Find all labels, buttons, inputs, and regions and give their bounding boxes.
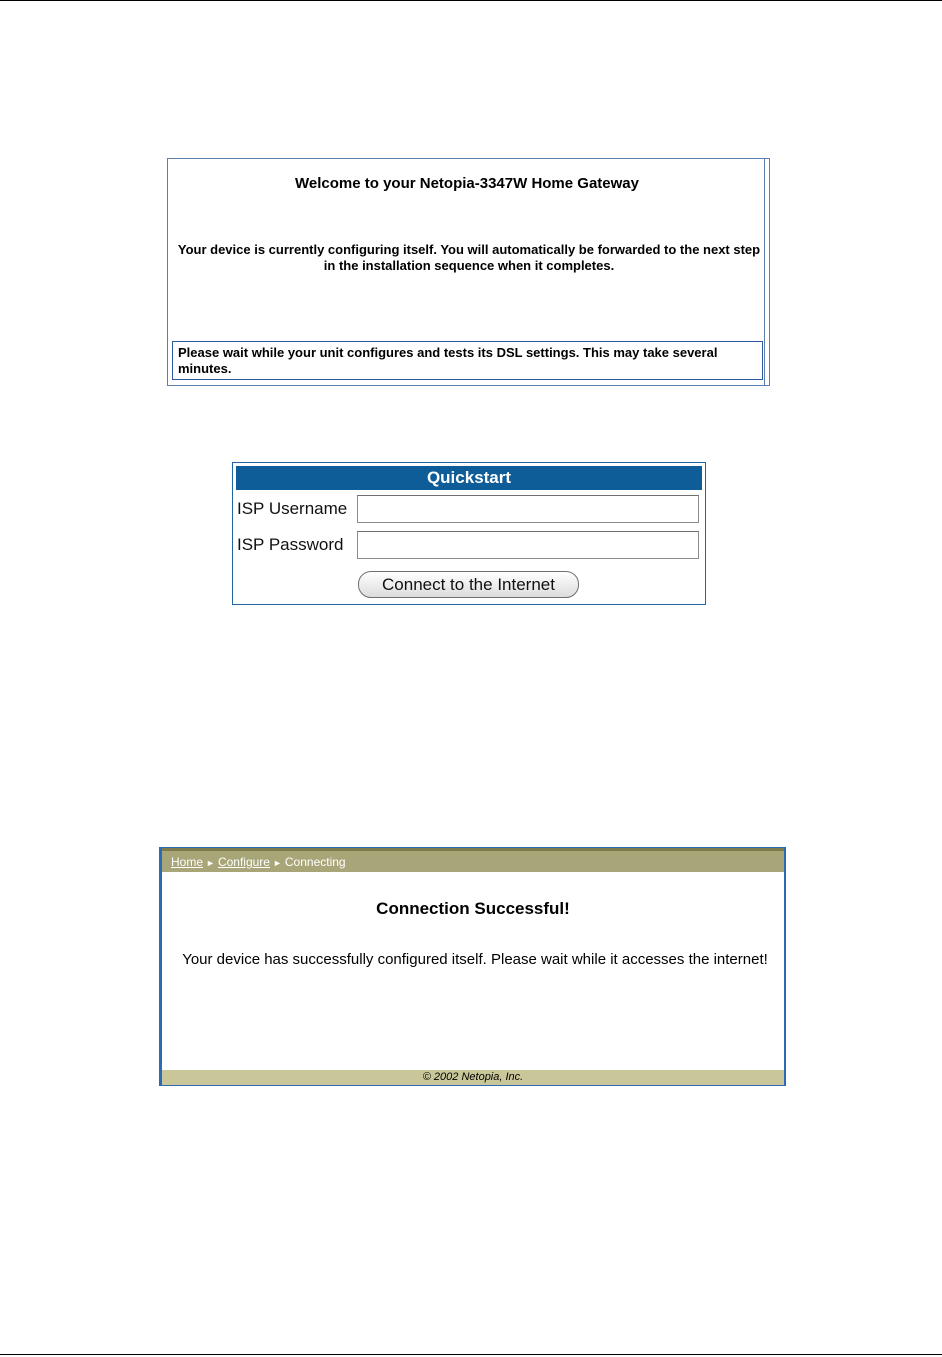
breadcrumb-home-link[interactable]: Home xyxy=(171,855,204,869)
breadcrumb-configure-link[interactable]: Configure xyxy=(217,855,270,869)
success-title: Connection Successful! xyxy=(376,899,570,918)
connect-to-internet-button[interactable]: Connect to the Internet xyxy=(358,571,579,598)
breadcrumb xyxy=(162,848,784,872)
page-top-rule xyxy=(0,0,942,1)
quickstart-header: Quickstart xyxy=(236,466,702,490)
panel-scroll-edge xyxy=(764,159,765,385)
success-body-text: Your device has successfully configured itself. Please wait while it accesses the internet! xyxy=(182,951,768,968)
isp-username-label: ISP Username xyxy=(237,499,348,518)
breadcrumb-separator-icon: ► xyxy=(272,858,282,868)
copyright-footer: © 2002 Netopia, Inc. xyxy=(162,1070,784,1085)
connection-success-panel xyxy=(159,847,786,1086)
wait-note: Please wait while your unit configures and tests its DSL settings. This may take several minutes. xyxy=(172,341,763,380)
isp-password-input[interactable] xyxy=(357,531,699,559)
isp-username-input[interactable] xyxy=(357,495,699,523)
welcome-body-text: Your device is currently configuring itself. You will automatically be forwarded to the next step in the installation sequence when it completes. xyxy=(177,242,761,273)
page-bottom-rule xyxy=(0,1354,942,1355)
quickstart-panel xyxy=(232,462,706,605)
breadcrumb-separator-icon: ► xyxy=(206,858,215,868)
isp-password-label: ISP Password xyxy=(237,535,344,554)
welcome-title: Welcome to your Netopia-3347W Home Gateway xyxy=(295,175,639,192)
welcome-panel xyxy=(167,158,770,386)
breadcrumb-current: Connecting xyxy=(284,855,346,869)
